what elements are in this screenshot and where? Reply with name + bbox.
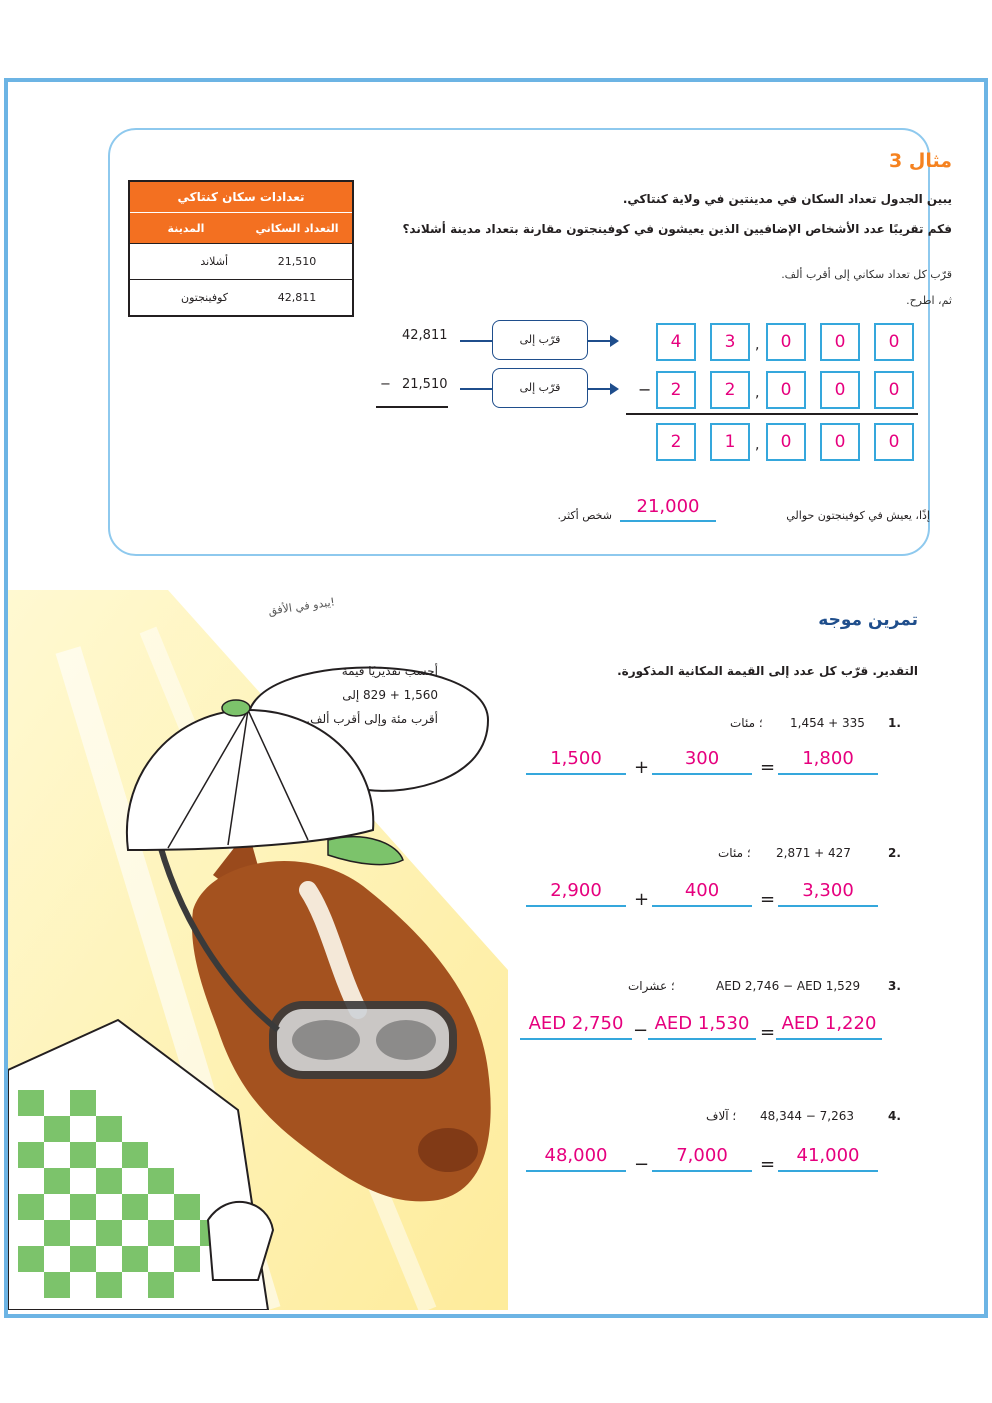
answer-blank xyxy=(652,1170,752,1172)
answer-blank xyxy=(778,905,878,907)
subtract-sign: − xyxy=(638,380,652,399)
digit-box: 2 xyxy=(656,371,696,409)
exercise-number: 4. xyxy=(888,1109,901,1123)
digit-box: 1 xyxy=(710,423,750,461)
answer-blank xyxy=(778,1170,878,1172)
table-cell-city: كوفينجتون xyxy=(129,280,242,317)
example-title: مثال 3 xyxy=(889,150,952,172)
exercise-number: 3. xyxy=(888,979,901,993)
original-sum-line xyxy=(376,406,448,408)
arrow-line xyxy=(588,388,612,390)
digit-box: 2 xyxy=(656,423,696,461)
exercise-place: ؛ مئات xyxy=(718,846,751,860)
answer-result: 3,300 xyxy=(802,880,854,901)
table-caption: تعدادات سكان كنتاكي xyxy=(129,181,353,213)
answer-rounded-a: 48,000 xyxy=(544,1145,608,1166)
digit-box: 3 xyxy=(710,323,750,361)
example-step-subtract: ثم، اطرح. xyxy=(906,294,952,307)
answer-blank xyxy=(620,520,716,522)
arrow-line xyxy=(588,340,612,342)
answer-rounded-b: 7,000 xyxy=(676,1145,728,1166)
equals-sign: = xyxy=(760,757,776,778)
table-cell-population: 42,811 xyxy=(242,280,353,317)
population-table xyxy=(128,180,354,317)
table-cell-city: أشلاند xyxy=(129,244,242,280)
answer-rounded-a: 1,500 xyxy=(550,748,602,769)
digit-box: 0 xyxy=(874,323,914,361)
answer-blank xyxy=(778,773,878,775)
table-header-population: التعداد السكاني xyxy=(242,213,353,244)
digit-box: 0 xyxy=(820,323,860,361)
table-cell-population: 21,510 xyxy=(242,244,353,280)
answer-blank xyxy=(648,1038,756,1040)
answer-rounded-a: 2,900 xyxy=(550,880,602,901)
guided-practice-title: تمرين موجه xyxy=(818,610,918,630)
answer-blank xyxy=(520,1038,632,1040)
bubble-line-1: أحسب تقديريًا قيمة xyxy=(341,664,438,678)
equals-sign: = xyxy=(760,889,776,910)
original-number-top: 42,811 xyxy=(402,328,448,343)
answer-rounded-b: 400 xyxy=(684,880,720,901)
bubble-line-3: أقرب مئة وإلى أقرب ألف. xyxy=(306,712,438,726)
round-to-box: قرّب إلى xyxy=(492,320,588,360)
bubble-line-2: 1,560 + 829 إلى xyxy=(342,688,438,702)
exercise-number: 1. xyxy=(888,716,901,730)
answer-rounded-a: AED 2,750 xyxy=(528,1013,624,1034)
answer-result: 1,800 xyxy=(802,748,854,769)
difference-line xyxy=(626,413,918,415)
answer-blank xyxy=(526,773,626,775)
digit-box: 0 xyxy=(766,323,806,361)
answer-result: 41,000 xyxy=(796,1145,860,1166)
comma: , xyxy=(755,337,760,353)
arrow-right-icon xyxy=(610,335,619,347)
guided-practice-instruction: التقدير. قرّب كل عدد إلى القيمة المكانية المذكورة. xyxy=(617,664,918,678)
arrow-line xyxy=(460,388,492,390)
answer-value: 21,000 xyxy=(636,496,700,517)
speech-title: يبدو في الأفق! xyxy=(267,595,336,618)
answer-result: AED 1,220 xyxy=(781,1013,877,1034)
exercise-expression: 2,871 + 427 xyxy=(776,846,851,860)
digit-box: 4 xyxy=(656,323,696,361)
answer-blank xyxy=(526,905,626,907)
arrow-line xyxy=(460,340,492,342)
original-minus-sign: − xyxy=(380,377,391,392)
digit-box: 0 xyxy=(820,423,860,461)
table-row xyxy=(129,244,353,280)
exercise-expression: AED 2,746 − AED 1,529 xyxy=(716,979,861,993)
digit-box: 0 xyxy=(874,423,914,461)
exercise-place: ؛ عشرات xyxy=(628,979,675,993)
operator: + xyxy=(634,757,650,778)
operator: − xyxy=(633,1020,649,1041)
equals-sign: = xyxy=(760,1154,776,1175)
answer-blank xyxy=(776,1038,882,1040)
comma: , xyxy=(755,385,760,401)
exercise-place: ؛ آلاف xyxy=(706,1109,737,1123)
answer-rounded-b: AED 1,530 xyxy=(654,1013,750,1034)
exercise-expression: 48,344 − 7,263 xyxy=(760,1109,855,1123)
example-step-round: قرّب كل تعداد سكاني إلى أقرب ألف. xyxy=(781,268,952,281)
digit-box: 0 xyxy=(766,423,806,461)
answer-rounded-b: 300 xyxy=(684,748,720,769)
table-row xyxy=(129,280,353,317)
answer-suffix: شخص أكثر. xyxy=(557,509,612,522)
operator: + xyxy=(634,889,650,910)
example-intro: يبين الجدول تعداد السكان في مدينتين في ولاية كنتاكي. xyxy=(622,192,952,206)
round-to-box: قرّب إلى xyxy=(492,368,588,408)
original-number-bottom: 21,510 xyxy=(402,377,448,392)
answer-blank xyxy=(652,905,752,907)
digit-box: 2 xyxy=(710,371,750,409)
digit-box: 0 xyxy=(820,371,860,409)
example-question: فكم تقريبًا عدد الأشخاص الإضافيين الذين يعيشون في كوفينجتون مقارنة بتعداد مدينة أشلاند؟ xyxy=(402,222,952,236)
operator: − xyxy=(634,1154,650,1175)
arrow-right-icon xyxy=(610,383,619,395)
exercise-place: ؛ مئات xyxy=(730,716,763,730)
equals-sign: = xyxy=(760,1022,776,1043)
answer-prefix: إذًا، يعيش في كوفينجتون حوالي xyxy=(786,509,930,522)
digit-box: 0 xyxy=(874,371,914,409)
comma: , xyxy=(755,437,760,453)
exercise-expression: 1,454 + 335 xyxy=(790,716,865,730)
digit-box: 0 xyxy=(766,371,806,409)
answer-blank xyxy=(526,1170,626,1172)
answer-blank xyxy=(652,773,752,775)
exercise-number: 2. xyxy=(888,846,901,860)
table-header-city: المدينة xyxy=(129,213,242,244)
